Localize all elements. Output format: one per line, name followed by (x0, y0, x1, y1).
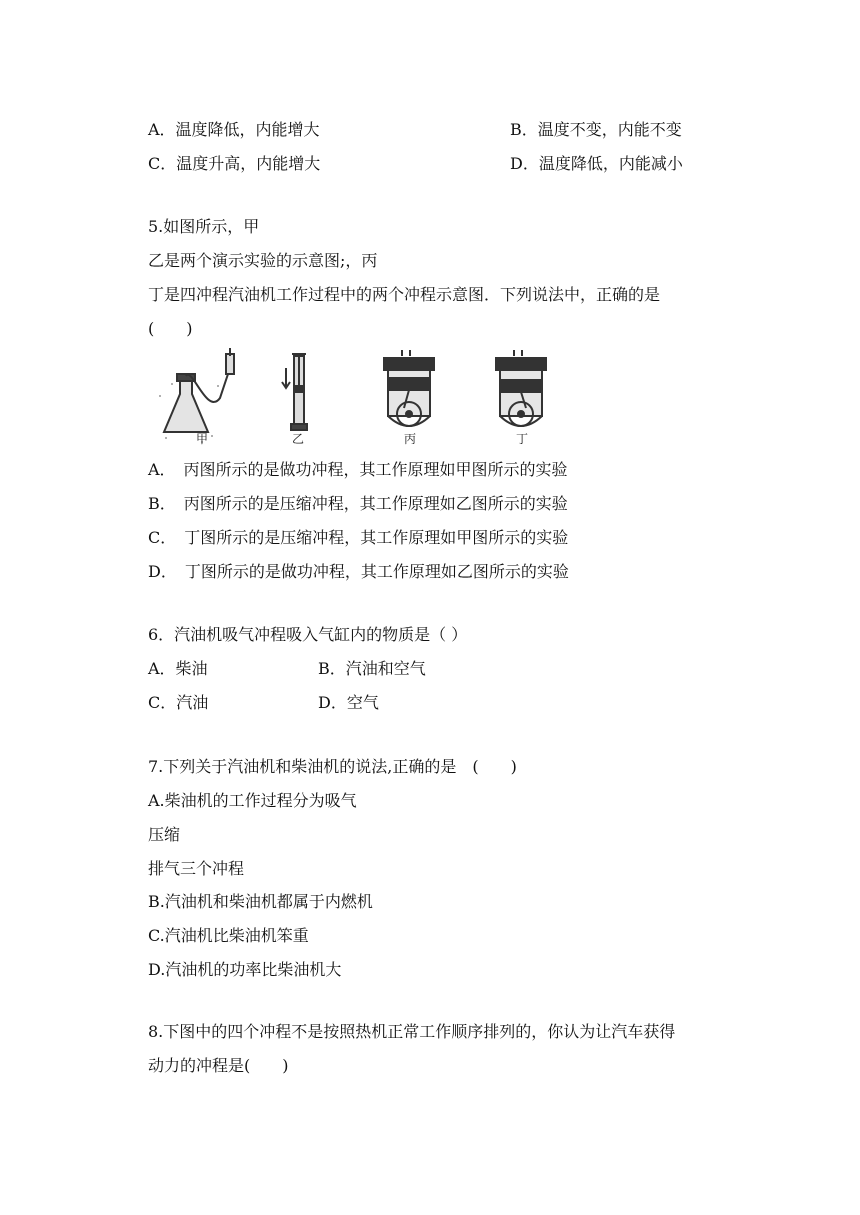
q7-option-a-line-3: 排气三个冲程 (148, 859, 245, 878)
q4-option-d: D．温度降低，内能减小 (510, 154, 683, 173)
q7-option-a-line-1: A.柴油机的工作过程分为吸气 (148, 791, 357, 810)
q6-option-a: A．柴油 (148, 659, 208, 678)
q7-question: 7.下列关于汽油机和柴油机的说法,正确的是 ( ) (148, 757, 517, 776)
q8-question-line-2: 动力的冲程是( ) (148, 1056, 289, 1075)
q4-option-b: B．温度不变，内能不变 (510, 120, 682, 139)
q5-question-line-2: 乙是两个演示实验的示意图;，丙 (148, 251, 378, 270)
q7-option-b: B.汽油机和柴油机都属于内燃机 (148, 892, 373, 911)
figure-label-bing: 丙 (404, 432, 417, 446)
q7-option-d: D.汽油机的功率比柴油机大 (148, 960, 342, 979)
q5-option-b: B． 丙图所示的是压缩冲程，其工作原理如乙图所示的实验 (148, 494, 568, 513)
q5-answer-blank: ( ) (148, 319, 193, 338)
figure-label-jia: 甲 (196, 432, 209, 446)
figure-label-yi: 乙 (292, 432, 305, 446)
q6-question: 6．汽油机吸气冲程吸入气缸内的物质是（ ） (148, 625, 468, 644)
q7-option-c: C.汽油机比柴油机笨重 (148, 926, 309, 945)
figure-label-ding: 丁 (516, 432, 529, 446)
q5-figures (150, 346, 570, 450)
q5-option-d: D． 丁图所示的是做功冲程，其工作原理如乙图所示的实验 (148, 562, 569, 581)
q6-option-d: D．空气 (318, 693, 379, 712)
q5-option-a: A． 丙图所示的是做功冲程，其工作原理如甲图所示的实验 (148, 460, 568, 479)
q4-option-c: C．温度升高，内能增大 (148, 154, 321, 173)
q4-option-a: A．温度降低，内能增大 (148, 120, 320, 139)
q5-question-line-1: 5.如图所示，甲 (148, 217, 260, 236)
q5-option-c: C． 丁图所示的是压缩冲程，其工作原理如甲图所示的实验 (148, 528, 569, 547)
q7-option-a-line-2: 压缩 (148, 825, 181, 844)
q8-question-line-1: 8.下图中的四个冲程不是按照热机正常工作顺序排列的，你认为让汽车获得 (148, 1022, 676, 1041)
q5-question-line-3: 丁是四冲程汽油机工作过程中的两个冲程示意图．下列说法中，正确的是 (148, 285, 661, 304)
q6-option-b: B．汽油和空气 (318, 659, 426, 678)
q6-option-c: C．汽油 (148, 693, 209, 712)
